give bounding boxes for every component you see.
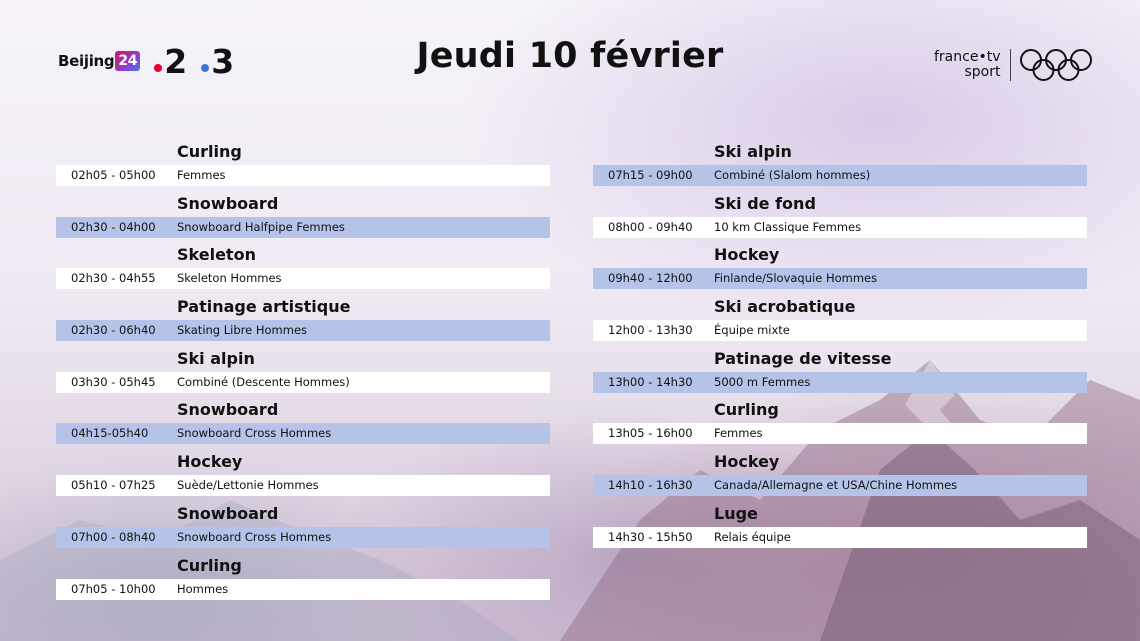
schedule-row: [593, 372, 1087, 393]
schedule-row: [593, 527, 1087, 548]
schedule-row: [56, 320, 550, 341]
event-name: Combiné (Slalom hommes): [714, 168, 871, 182]
time-slot: 14h10 - 16h30: [608, 478, 693, 493]
schedule-entry: [56, 294, 550, 346]
broadcaster-logo: [934, 48, 1093, 82]
schedule-row: [56, 268, 550, 289]
schedule-row: [593, 217, 1087, 238]
schedule-entry: [56, 242, 550, 294]
event-name: Femmes: [714, 426, 763, 441]
sport-name: Patinage artistique: [177, 297, 351, 317]
channel-number: 3: [211, 41, 235, 81]
schedule-row: [56, 475, 550, 496]
schedule-column-left: [56, 139, 550, 604]
sport-name: Curling: [714, 400, 779, 420]
schedule-row: [56, 165, 550, 186]
schedule-entry: [593, 139, 1087, 191]
schedule-entry: [56, 139, 550, 191]
sport-name: Ski alpin: [177, 348, 255, 368]
schedule-entry: [56, 449, 550, 501]
schedule-entry: [593, 191, 1087, 243]
sport-name: Curling: [177, 555, 242, 575]
logo-divider: [1010, 49, 1011, 81]
time-slot: 03h30 - 05h45: [71, 374, 156, 389]
time-slot: 07h05 - 10h00: [71, 581, 156, 596]
time-slot: 08h00 - 09h40: [608, 219, 693, 234]
schedule-column-right: [593, 139, 1087, 553]
event-name: Suède/Lettonie Hommes: [177, 478, 319, 493]
time-slot: 07h00 - 08h40: [71, 529, 156, 544]
sport-name: Luge: [714, 503, 758, 523]
time-slot: 09h40 - 12h00: [608, 271, 693, 286]
olympic-rings-icon: [1019, 48, 1093, 82]
time-slot: 02h30 - 04h55: [71, 271, 156, 286]
schedule-row: [56, 372, 550, 393]
time-slot: 02h30 - 06h40: [71, 323, 156, 338]
event-name: Canada/Allemagne et USA/Chine Hommes: [714, 478, 958, 493]
sport-name: Ski alpin: [714, 142, 792, 161]
beijing-logo-text: Beijing: [58, 52, 115, 70]
beijing-logo-badge: 24: [115, 51, 140, 71]
schedule-entry: [593, 242, 1087, 294]
event-name: Hommes: [177, 581, 229, 596]
broadcaster-subname: sport: [964, 64, 1001, 80]
time-slot: 14h30 - 15h50: [608, 529, 693, 544]
event-name: Snowboard Halfpipe Femmes: [177, 219, 345, 234]
schedule-row: [593, 320, 1087, 341]
time-slot: 07h15 - 09h00: [608, 168, 693, 182]
time-slot: 13h05 - 16h00: [608, 426, 693, 441]
sport-name: Ski acrobatique: [714, 297, 856, 317]
sport-name: Hockey: [714, 452, 780, 472]
schedule-row: [56, 423, 550, 444]
schedule-entry: [593, 449, 1087, 501]
event-name: 10 km Classique Femmes: [714, 219, 862, 234]
sport-name: Curling: [177, 142, 242, 161]
broadcaster-name: france•tv: [934, 49, 1001, 65]
event-name: Équipe mixte: [714, 323, 790, 338]
schedule-entry: [56, 191, 550, 243]
schedule-entry: [593, 346, 1087, 398]
event-name: Relais équipe: [714, 529, 791, 544]
schedule-entry: [593, 397, 1087, 449]
schedule-row: [56, 217, 550, 238]
time-slot: 05h10 - 07h25: [71, 478, 156, 493]
schedule-entry: [56, 553, 550, 605]
event-name: Skeleton Hommes: [177, 271, 282, 286]
schedule-entry: [593, 501, 1087, 553]
schedule-row: [593, 268, 1087, 289]
schedule-entry: [56, 501, 550, 553]
schedule-row: [593, 475, 1087, 496]
event-name: Femmes: [177, 168, 226, 182]
schedule-entry: [56, 346, 550, 398]
sport-name: Patinage de vitesse: [714, 348, 892, 368]
sport-name: Hockey: [177, 452, 243, 472]
schedule-entry: [56, 397, 550, 449]
time-slot: 12h00 - 13h30: [608, 323, 693, 338]
sport-name: Hockey: [714, 245, 780, 265]
time-slot: 04h15-05h40: [71, 426, 149, 441]
event-name: Finlande/Slovaquie Hommes: [714, 271, 878, 286]
time-slot: 02h30 - 04h00: [71, 219, 156, 234]
sport-name: Snowboard: [177, 400, 279, 420]
channel-number: 2: [164, 41, 188, 81]
schedule-entry: [593, 294, 1087, 346]
event-name: 5000 m Femmes: [714, 374, 811, 389]
sport-name: Snowboard: [177, 503, 279, 523]
time-slot: 02h05 - 05h00: [71, 168, 156, 182]
event-name: Skating Libre Hommes: [177, 323, 308, 338]
schedule-row: [593, 165, 1087, 186]
event-name: Combiné (Descente Hommes): [177, 374, 350, 389]
event-name: Snowboard Cross Hommes: [177, 529, 332, 544]
time-slot: 13h00 - 14h30: [608, 374, 693, 389]
event-name: Snowboard Cross Hommes: [177, 426, 332, 441]
schedule-row: [593, 423, 1087, 444]
sport-name: Skeleton: [177, 245, 256, 265]
sport-name: Snowboard: [177, 193, 279, 213]
schedule-row: [56, 579, 550, 600]
sport-name: Ski de fond: [714, 193, 816, 213]
schedule-row: [56, 527, 550, 548]
page-title: Jeudi 10 février: [416, 36, 724, 76]
